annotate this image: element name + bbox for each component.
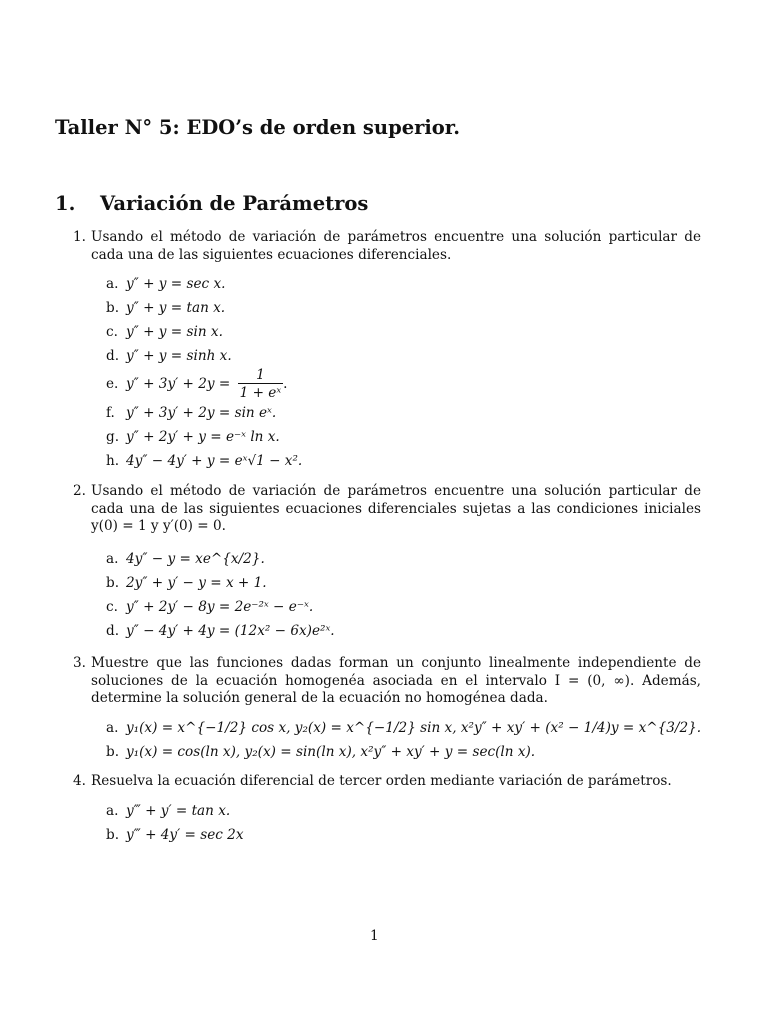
problem-number: 4. — [73, 773, 86, 789]
list-item — [106, 720, 701, 736]
item-label: e. — [106, 376, 119, 392]
item-label: c. — [106, 599, 118, 615]
list-item — [106, 276, 225, 292]
equation: y₁(x) = x^{−1/2} cos x, y₂(x) = x^{−1/2} sin x, x²y″ + xy′ + (x² − 1/4)y = x^{3/2}. — [126, 720, 702, 736]
item-label: a. — [106, 720, 119, 736]
equation: 4y″ − y = xe^{x/2}. — [126, 551, 265, 567]
item-label: d. — [106, 623, 120, 639]
list-item — [106, 827, 244, 843]
equation-prefix: y″ + 3y′ + 2y = — [126, 376, 231, 392]
list-item — [106, 429, 280, 445]
equation: y″ + y = sec x. — [126, 276, 226, 292]
problem-1 — [73, 229, 701, 264]
item-label: b. — [106, 744, 120, 760]
page-number: 1 — [370, 928, 379, 944]
list-item — [106, 599, 313, 615]
item-label: a. — [106, 551, 119, 567]
problem-4 — [73, 773, 701, 791]
fraction-numerator: 1 — [256, 367, 265, 383]
item-label: b. — [106, 575, 120, 591]
equation: y″ + y = sinh x. — [126, 348, 232, 364]
equation: y‴ + 4y′ = sec 2x — [126, 827, 244, 843]
list-item — [106, 405, 276, 421]
item-label: f. — [106, 405, 115, 421]
fraction — [238, 367, 284, 401]
item-label: b. — [106, 300, 120, 316]
item-label: g. — [106, 429, 120, 445]
list-item — [106, 744, 535, 760]
equation: y″ + y = tan x. — [126, 300, 226, 316]
list-item — [106, 348, 232, 364]
list-item — [106, 623, 335, 639]
equation: 2y″ + y′ − y = x + 1. — [126, 575, 267, 591]
problem-text: Usando el método de variación de parámetros encuentre una solución particular de cada una de las siguientes ecuaciones diferenciales. — [91, 229, 701, 263]
problem-number: 3. — [73, 655, 86, 671]
equation: y‴ + y′ = tan x. — [126, 803, 231, 819]
equation: y₁(x) = cos(ln x), y₂(x) = sin(ln x), x²y″ + xy′ + y = sec(ln x). — [126, 744, 536, 760]
problem-3 — [73, 655, 701, 708]
item-label: a. — [106, 803, 119, 819]
equation: y″ + 3y′ + 2y = sin eˣ. — [126, 405, 277, 421]
list-item — [106, 803, 230, 819]
section-title: Variación de Parámetros — [100, 192, 369, 215]
problem-text: Usando el método de variación de parámetros encuentre una solución particular de cada una de las siguientes ecuaciones diferenciales sujetas a las condiciones iniciales y(0) = 1 y y′(0) = 0. — [91, 483, 701, 534]
list-item — [106, 367, 288, 401]
problem-number: 1. — [73, 229, 86, 245]
section-heading — [55, 192, 368, 215]
problem-text: Muestre que las funciones dadas forman un conjunto linealmente independiente de soluciones de la ecuación homogenéa asociada en el intervalo I = (0, ∞). Además, determine la solución general de la ecuación no homogénea dada. — [91, 655, 701, 706]
item-label: d. — [106, 348, 120, 364]
item-label: a. — [106, 276, 119, 292]
equation: y″ + 2y′ + y = e⁻ˣ ln x. — [126, 429, 280, 445]
equation-suffix: . — [283, 376, 288, 392]
item-label: h. — [106, 453, 120, 469]
problem-number: 2. — [73, 483, 86, 499]
document-title: Taller N° 5: EDO’s de orden superior. — [55, 116, 461, 139]
section-number: 1. — [55, 192, 76, 215]
list-item — [106, 453, 302, 469]
item-label: c. — [106, 324, 118, 340]
list-item — [106, 551, 265, 567]
equation: y″ − 4y′ + 4y = (12x² − 6x)e²ˣ. — [126, 623, 335, 639]
list-item — [106, 575, 267, 591]
equation: 4y″ − 4y′ + y = eˣ√1 − x². — [126, 453, 303, 469]
list-item — [106, 324, 223, 340]
item-label: b. — [106, 827, 120, 843]
problem-2 — [73, 483, 701, 536]
fraction-denominator: 1 + eˣ — [239, 385, 282, 401]
list-item — [106, 300, 225, 316]
equation: y″ + 2y′ − 8y = 2e⁻²ˣ − e⁻ˣ. — [126, 599, 314, 615]
equation: y″ + y = sin x. — [126, 324, 223, 340]
problem-text: Resuelva la ecuación diferencial de tercer orden mediante variación de parámetros. — [91, 773, 672, 789]
